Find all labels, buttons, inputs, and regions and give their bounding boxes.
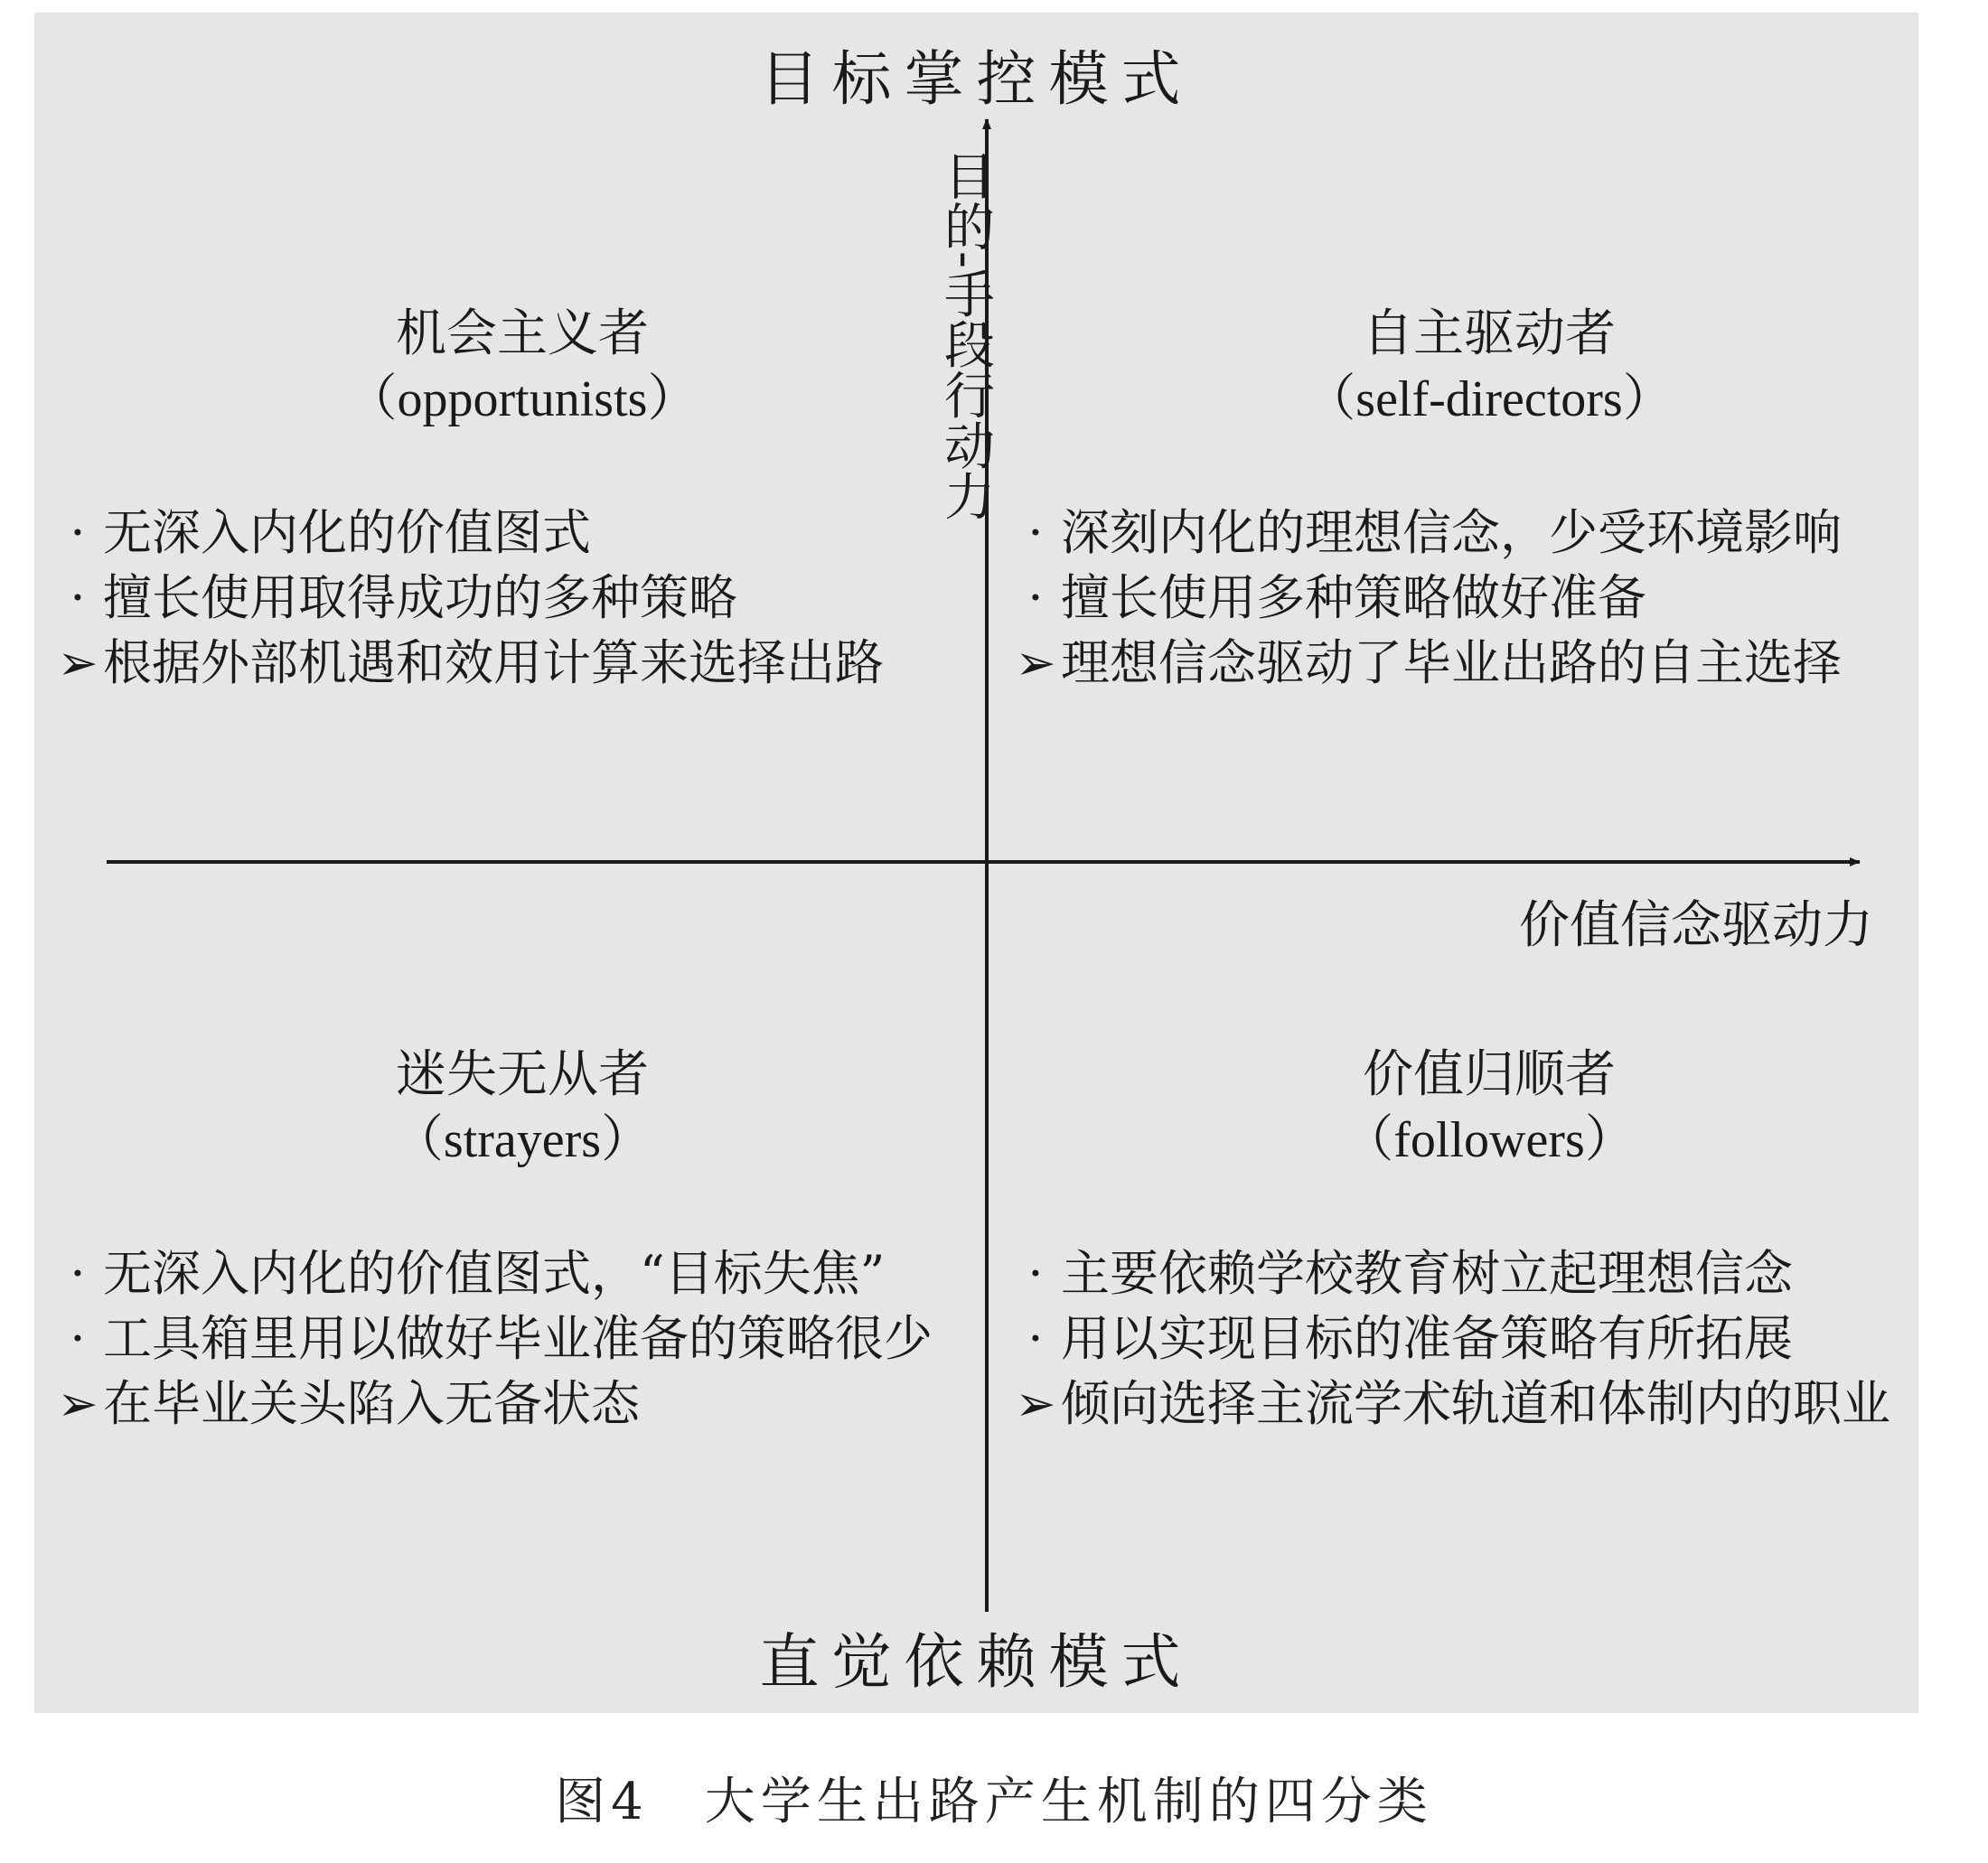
quadrant-top-left-header xyxy=(260,302,784,432)
list-item: ➢倾向选择主流学术轨道和体制内的职业 xyxy=(1010,1372,1905,1437)
bottom-mode-title: 直觉依赖模式 xyxy=(759,1627,1194,1697)
list-item: · 用以实现目标的准备策略有所拓展 xyxy=(1010,1306,1905,1372)
diagram-panel xyxy=(34,13,1918,1713)
bullet-marker: · xyxy=(1027,1310,1044,1367)
list-item: · 工具箱里用以做好毕业准备的策略很少 xyxy=(52,1306,938,1372)
list-item: ➢理想信念驱动了毕业出路的自主选择 xyxy=(1010,631,1905,696)
quadrant-bottom-left-list xyxy=(52,1241,938,1437)
quadrant-title: 价值归顺者 xyxy=(1363,1045,1616,1104)
quadrant-title: 迷失无从者 xyxy=(396,1045,649,1104)
bullet-marker: · xyxy=(1027,504,1044,561)
list-item: · 擅长使用多种策略做好准备 xyxy=(1010,566,1905,631)
quadrant-top-right-header xyxy=(1200,302,1778,432)
quadrant-subtitle: （opportunists） xyxy=(346,371,699,427)
quadrant-top-right-list xyxy=(1010,501,1905,696)
list-item: ➢在毕业关头陷入无备状态 xyxy=(52,1372,938,1437)
list-item: · 擅长使用取得成功的多种策略 xyxy=(52,566,938,631)
arrow-marker: ➢ xyxy=(57,1375,98,1432)
figure-caption: 图4 大学生出路产生机制的四分类 xyxy=(555,1773,1433,1831)
arrow-marker: ➢ xyxy=(1015,1375,1056,1432)
y-axis-label: 目的-手段行动力 xyxy=(936,150,995,521)
list-item: ➢根据外部机遇和效用计算来选择出路 xyxy=(52,631,938,696)
bullet-marker: · xyxy=(70,504,86,561)
list-item: · 主要依赖学校教育树立起理想信念 xyxy=(1010,1241,1905,1306)
list-item: · 无深入内化的价值图式，“目标失焦” xyxy=(52,1241,938,1306)
bullet-marker: · xyxy=(70,1310,86,1367)
quadrant-bottom-left-header xyxy=(260,1043,784,1173)
x-axis-label: 价值信念驱动力 xyxy=(1519,896,1873,955)
bullet-marker: · xyxy=(70,569,86,626)
quadrant-subtitle: （strayers） xyxy=(392,1112,652,1168)
bullet-marker: · xyxy=(70,1245,86,1302)
quadrant-bottom-right-list xyxy=(1010,1241,1905,1437)
top-mode-title: 目标掌控模式 xyxy=(759,44,1194,114)
quadrant-subtitle: （followers） xyxy=(1343,1112,1636,1168)
bullet-marker: · xyxy=(1027,569,1044,626)
quadrant-title: 机会主义者 xyxy=(396,304,649,363)
bullet-marker: · xyxy=(1027,1245,1044,1302)
quadrant-top-left-list xyxy=(52,501,938,696)
arrow-marker: ➢ xyxy=(57,634,98,691)
list-item: · 无深入内化的价值图式 xyxy=(52,501,938,566)
quadrant-title: 自主驱动者 xyxy=(1363,304,1616,363)
quadrant-bottom-right-header xyxy=(1200,1043,1778,1173)
quadrant-subtitle: （self-directors） xyxy=(1305,371,1674,427)
arrow-marker: ➢ xyxy=(1015,634,1056,691)
list-item: · 深刻内化的理想信念，少受环境影响 xyxy=(1010,501,1905,566)
